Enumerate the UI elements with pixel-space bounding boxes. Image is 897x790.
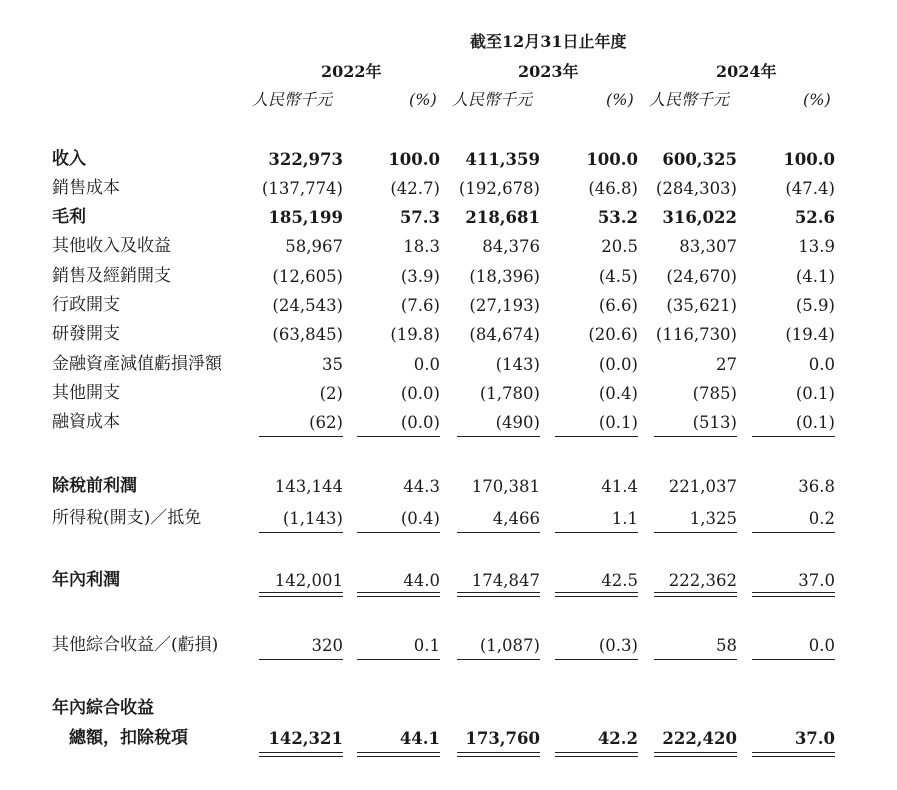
amount-cell: 316,022 [662, 208, 737, 227]
percent-cell: (47.4) [785, 179, 835, 198]
amount-cell: 170,381 [471, 477, 540, 496]
percent-cell: (0.4) [400, 509, 440, 528]
amount-cell: 322,973 [268, 150, 343, 169]
amount-cell: (1,087) [479, 636, 540, 655]
row-label: 年內利潤 [52, 570, 120, 590]
amount-cell: (785) [692, 384, 737, 403]
pct-label-2023: (%) [606, 90, 634, 109]
divider [654, 532, 737, 533]
divider [457, 532, 540, 533]
amount-cell: 222,420 [662, 729, 737, 748]
divider [457, 659, 540, 660]
amount-cell: 185,199 [268, 208, 343, 227]
row-label: 融資成本 [52, 412, 120, 432]
divider [555, 659, 638, 660]
unit-label-2022: 人民幣千元 [252, 90, 333, 109]
row-label: 行政開支 [52, 295, 120, 315]
double-divider [357, 592, 440, 597]
divider [752, 659, 835, 660]
percent-cell: 0.0 [808, 636, 835, 655]
percent-cell: 37.0 [794, 729, 835, 748]
amount-cell: (35,621) [666, 296, 737, 315]
percent-cell: 100.0 [586, 150, 638, 169]
percent-cell: 57.3 [399, 208, 440, 227]
double-divider [357, 752, 440, 757]
percent-cell: 100.0 [783, 150, 835, 169]
divider [457, 436, 540, 437]
percent-cell: (6.6) [598, 296, 638, 315]
amount-cell: 600,325 [662, 150, 737, 169]
percent-cell: (0.0) [400, 384, 440, 403]
divider [357, 532, 440, 533]
row-label: 銷售成本 [52, 178, 120, 198]
amount-cell: (513) [692, 413, 737, 432]
divider [555, 436, 638, 437]
row-label: 收入 [52, 149, 86, 169]
percent-cell: 44.1 [399, 729, 440, 748]
amount-cell: (143) [495, 355, 540, 374]
percent-cell: (19.8) [390, 325, 440, 344]
unit-label-2023: 人民幣千元 [452, 90, 533, 109]
amount-cell: (137,774) [261, 179, 343, 198]
row-label: 銷售及經銷開支 [52, 266, 171, 286]
percent-cell: 0.0 [413, 355, 440, 374]
percent-cell: 44.3 [403, 477, 440, 496]
amount-cell: (24,670) [666, 267, 737, 286]
amount-cell: 142,001 [274, 571, 343, 590]
percent-cell: 0.1 [413, 636, 440, 655]
percent-cell: (0.1) [795, 413, 835, 432]
amount-cell: 35 [322, 355, 343, 374]
divider [752, 436, 835, 437]
percent-cell: 36.8 [798, 477, 835, 496]
percent-cell: 44.0 [403, 571, 440, 590]
amount-cell: 320 [311, 636, 343, 655]
amount-cell: 58 [716, 636, 737, 655]
row-label: 金融資產減值虧損淨額 [52, 354, 222, 374]
divider [654, 436, 737, 437]
amount-cell: (192,678) [458, 179, 540, 198]
amount-cell: 83,307 [679, 237, 737, 256]
double-divider [752, 752, 835, 757]
percent-cell: (0.1) [795, 384, 835, 403]
percent-cell: (20.6) [588, 325, 638, 344]
percent-cell: 42.5 [601, 571, 638, 590]
row-label: 毛利 [52, 207, 86, 227]
double-divider [259, 592, 343, 597]
amount-cell: (84,674) [469, 325, 540, 344]
pct-label-2022: (%) [409, 90, 437, 109]
amount-cell: (27,193) [469, 296, 540, 315]
unit-label-2024: 人民幣千元 [649, 90, 730, 109]
percent-cell: 42.2 [597, 729, 638, 748]
amount-cell: (24,543) [272, 296, 343, 315]
double-divider [259, 752, 343, 757]
amount-cell: 27 [716, 355, 737, 374]
amount-cell: (18,396) [469, 267, 540, 286]
amount-cell: 1,325 [689, 509, 737, 528]
row-label-continued: 總額，扣除稅項 [69, 728, 188, 748]
row-label: 除稅前利潤 [52, 476, 137, 496]
pct-label-2024: (%) [803, 90, 831, 109]
amount-cell: 142,321 [268, 729, 343, 748]
percent-cell: 100.0 [388, 150, 440, 169]
percent-cell: 1.1 [611, 509, 638, 528]
year-2024-header: 2024年 [716, 62, 777, 81]
amount-cell: (1,143) [282, 509, 343, 528]
percent-cell: (0.4) [598, 384, 638, 403]
double-divider [654, 592, 737, 597]
amount-cell: (1,780) [479, 384, 540, 403]
amount-cell: 58,967 [285, 237, 343, 256]
percent-cell: (0.0) [598, 355, 638, 374]
amount-cell: 173,760 [465, 729, 540, 748]
percent-cell: (46.8) [588, 179, 638, 198]
amount-cell: 4,466 [492, 509, 540, 528]
percent-cell: (0.0) [400, 413, 440, 432]
row-label: 其他收入及收益 [52, 236, 171, 256]
year-2022-header: 2022年 [321, 62, 382, 81]
percent-cell: 0.0 [808, 355, 835, 374]
percent-cell: 0.2 [808, 509, 835, 528]
double-divider [457, 752, 540, 757]
percent-cell: (0.1) [598, 413, 638, 432]
amount-cell: 174,847 [471, 571, 540, 590]
double-divider [555, 752, 638, 757]
percent-cell: (19.4) [785, 325, 835, 344]
percent-cell: 13.9 [798, 237, 835, 256]
percent-cell: (5.9) [795, 296, 835, 315]
amount-cell: (63,845) [272, 325, 343, 344]
divider [259, 659, 343, 660]
amount-cell: (2) [319, 384, 343, 403]
divider [357, 436, 440, 437]
percent-cell: (7.6) [400, 296, 440, 315]
divider [752, 532, 835, 533]
amount-cell: 218,681 [465, 208, 540, 227]
percent-cell: (4.1) [795, 267, 835, 286]
percent-cell: 20.5 [601, 237, 638, 256]
double-divider [752, 592, 835, 597]
divider [259, 436, 343, 437]
divider [555, 532, 638, 533]
percent-cell: 52.6 [794, 208, 835, 227]
amount-cell: 143,144 [274, 477, 343, 496]
row-label: 其他綜合收益／(虧損) [52, 635, 219, 655]
amount-cell: 222,362 [668, 571, 737, 590]
amount-cell: 84,376 [482, 237, 540, 256]
amount-cell: (116,730) [655, 325, 737, 344]
row-label: 研發開支 [52, 324, 120, 344]
percent-cell: (4.5) [598, 267, 638, 286]
percent-cell: (42.7) [390, 179, 440, 198]
percent-cell: (3.9) [400, 267, 440, 286]
year-2023-header: 2023年 [518, 62, 579, 81]
percent-cell: (0.3) [598, 636, 638, 655]
percent-cell: 53.2 [597, 208, 638, 227]
row-label: 所得稅(開支)／抵免 [52, 508, 202, 528]
double-divider [654, 752, 737, 757]
row-label: 年內綜合收益 [52, 698, 154, 718]
period-header: 截至12月31日止年度 [470, 32, 627, 51]
amount-cell: 221,037 [668, 477, 737, 496]
amount-cell: (12,605) [272, 267, 343, 286]
double-divider [555, 592, 638, 597]
divider [259, 532, 343, 533]
percent-cell: 18.3 [403, 237, 440, 256]
amount-cell: (284,303) [655, 179, 737, 198]
amount-cell: 411,359 [465, 150, 540, 169]
amount-cell: (62) [309, 413, 343, 432]
row-label: 其他開支 [52, 383, 120, 403]
percent-cell: 37.0 [798, 571, 835, 590]
double-divider [457, 592, 540, 597]
divider [357, 659, 440, 660]
percent-cell: 41.4 [601, 477, 638, 496]
amount-cell: (490) [495, 413, 540, 432]
divider [654, 659, 737, 660]
